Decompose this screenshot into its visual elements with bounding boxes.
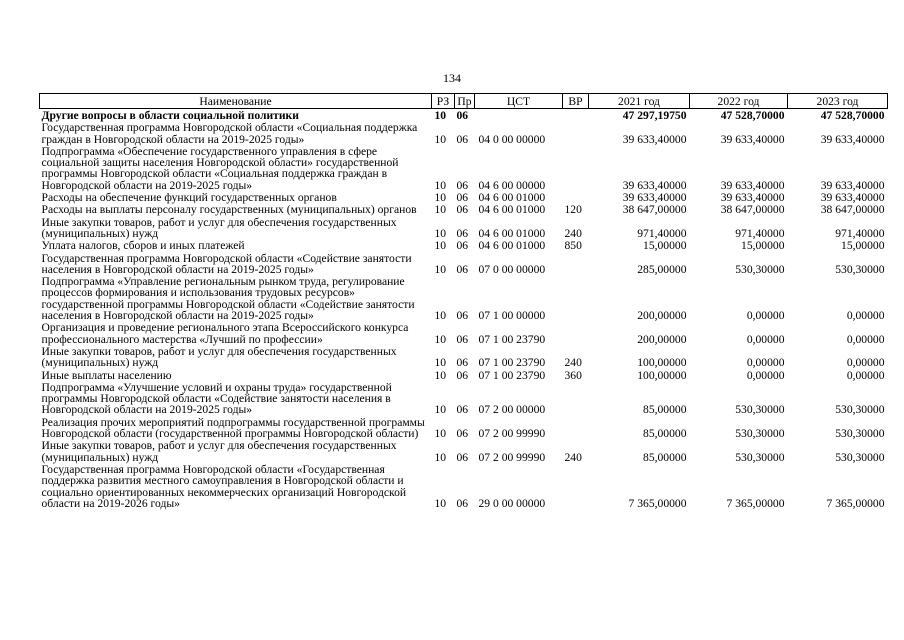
row-cst: 07 2 00 99990: [478, 450, 546, 464]
row-2023: 15,00000: [841, 239, 885, 253]
table-header-row: [40, 94, 888, 109]
row-cst: 04 6 00 01000: [478, 191, 546, 205]
table-row: [40, 203, 888, 215]
row-2022: 530,30000: [735, 450, 785, 464]
row-2022: 39 633,40000: [720, 191, 785, 205]
row-2021: 7 365,00000: [628, 496, 687, 510]
row-2023: 39 633,40000: [820, 132, 885, 146]
row-cst: 07 1 00 23790: [478, 356, 546, 370]
row-2023: 0,00000: [846, 332, 885, 346]
row-rz: 10: [434, 203, 447, 217]
row-2021: 47 297,19750: [622, 109, 687, 122]
row-pr: 06: [456, 262, 469, 276]
row-pr: 06: [456, 226, 469, 240]
row-2022: 0,00000: [746, 332, 785, 346]
row-rz: 10: [434, 109, 447, 122]
row-name: Организация и проведение регионального этапа Всероссийского конкурса профессионального мастерства «Лучший по профессии»: [41, 321, 409, 346]
table-row: [40, 345, 888, 369]
row-rz: 10: [434, 368, 447, 382]
row-pr: 06: [456, 309, 469, 323]
row-rz: 10: [434, 132, 447, 146]
row-2022: 971,40000: [735, 226, 785, 240]
row-rz: 10: [434, 427, 447, 441]
header-pr: Пр: [455, 94, 475, 109]
row-rz: 10: [434, 496, 447, 510]
row-pr: 06: [456, 356, 469, 370]
row-pr: 06: [456, 427, 469, 441]
row-2022: 47 528,70000: [720, 109, 785, 122]
row-pr: 06: [456, 496, 469, 510]
row-name: Государственная программа Новгородской области «Социальная поддержка граждан в Новгородской области на 2019-2025 годы»: [41, 121, 418, 146]
row-rz: 10: [434, 356, 447, 370]
table-row: [40, 252, 888, 276]
header-rz: РЗ: [432, 94, 455, 109]
row-2021: 200,00000: [637, 309, 687, 323]
row-2022: 0,00000: [746, 368, 785, 382]
table-row: [40, 121, 888, 145]
row-2022: 530,30000: [735, 427, 785, 441]
row-cst: 29 0 00 00000: [478, 496, 546, 510]
table-row: [40, 191, 888, 203]
row-rz: 10: [434, 239, 447, 253]
row-2023: 0,00000: [846, 309, 885, 323]
row-cst: 04 6 00 01000: [478, 203, 546, 217]
header-2022: 2022 год: [690, 94, 788, 109]
header-2023: 2023 год: [788, 94, 888, 109]
header-vr: ВР: [563, 94, 589, 109]
row-rz: 10: [434, 403, 447, 417]
row-vr: [563, 275, 589, 321]
row-pr: 06: [456, 191, 469, 205]
row-vr: [563, 463, 589, 509]
row-2021: 39 633,40000: [622, 191, 687, 205]
row-cst: 07 2 00 99990: [478, 427, 546, 441]
row-vr: 240: [564, 226, 582, 240]
row-2023: 530,30000: [835, 427, 885, 441]
row-2023: 0,00000: [846, 356, 885, 370]
row-rz: 10: [434, 309, 447, 323]
row-name: Государственная программа Новгородской области «Государственная поддержка развития местного самоуправления в Новгородской области и социально ориентированных некоммерческих организаций Новгородской области на 2019-2026 годы»: [41, 462, 407, 510]
row-2022: 15,00000: [741, 239, 785, 253]
table-row: [40, 275, 888, 321]
table-row: [40, 381, 888, 416]
row-vr: 360: [564, 368, 582, 382]
row-vr: [563, 321, 589, 345]
row-pr: 06: [456, 178, 469, 192]
row-2021: 39 633,40000: [622, 132, 687, 146]
row-2021: 85,00000: [643, 450, 687, 464]
row-name: Другие вопросы в области социальной политики: [41, 109, 299, 122]
row-pr: 06: [456, 368, 469, 382]
row-name: Подпрограмма «Улучшение условий и охраны труда» государственной программы Новгородской области «Содействие занятости населения в Новгородской области на 2019-2025 годы»: [41, 380, 392, 417]
row-pr: 06: [456, 109, 469, 122]
row-vr: [563, 252, 589, 276]
row-2021: 971,40000: [637, 226, 687, 240]
row-2023: 39 633,40000: [820, 178, 885, 192]
header-name: Наименование: [40, 94, 432, 109]
row-name: Иные выплаты населению: [41, 368, 172, 382]
row-vr: 240: [564, 450, 582, 464]
row-name: Расходы на обеспечение функций государственных органов: [41, 191, 337, 205]
row-name: Государственная программа Новгородской области «Содействие занятости населения в Новгородской области на 2019-2025 годы»: [41, 251, 412, 276]
row-name: Уплата налогов, сборов и иных платежей: [41, 239, 245, 253]
row-name: Реализация прочих мероприятий подпрограммы государственной программы Новгородской области (государственной программы Новгородской области): [41, 415, 425, 441]
row-vr: [563, 381, 589, 416]
row-cst: [475, 109, 563, 122]
row-rz: 10: [434, 450, 447, 464]
row-cst: 07 2 00 00000: [478, 403, 546, 417]
row-rz: 10: [434, 226, 447, 240]
row-name: Подпрограмма «Управление региональным рынком труда, регулирование процессов формирования и использования трудовых ресурсов» государственной программы Новгородской области «Содействие занятости населения в Новгородской области на 2019-2025 годы»: [41, 275, 415, 323]
row-2022: 0,00000: [746, 309, 785, 323]
row-pr: 06: [456, 239, 469, 253]
table-row: [40, 463, 888, 509]
row-2022: 530,30000: [735, 262, 785, 276]
row-2023: 7 365,00000: [826, 496, 885, 510]
row-2023: 530,30000: [835, 262, 885, 276]
page-number: 134: [443, 71, 461, 85]
table-row: [40, 216, 888, 240]
row-2023: 39 633,40000: [820, 191, 885, 205]
row-vr: [563, 416, 589, 440]
row-name: Иные закупки товаров, работ и услуг для обеспечения государственных (муниципальных) нужд: [41, 344, 397, 370]
row-2023: 47 528,70000: [820, 109, 885, 122]
row-2021: 100,00000: [637, 368, 687, 382]
row-name: Иные закупки товаров, работ и услуг для обеспечения государственных (муниципальных) нужд: [41, 439, 397, 464]
row-pr: 06: [456, 332, 469, 346]
row-pr: 06: [456, 450, 469, 464]
row-vr: 850: [564, 239, 582, 253]
table-row: [40, 321, 888, 345]
row-cst: 07 0 00 00000: [478, 262, 546, 276]
row-2023: 0,00000: [846, 368, 885, 382]
row-cst: 04 6 00 01000: [478, 226, 546, 240]
row-2022: 38 647,00000: [720, 203, 785, 217]
row-2021: 200,00000: [637, 332, 687, 346]
row-cst: 07 1 00 23790: [478, 332, 546, 346]
row-rz: 10: [434, 262, 447, 276]
row-cst: 04 6 00 00000: [478, 178, 546, 192]
header-cst: ЦСТ: [475, 94, 563, 109]
row-pr: 06: [456, 403, 469, 417]
row-2023: 530,30000: [835, 450, 885, 464]
row-2022: 0,00000: [746, 356, 785, 370]
table-row: [40, 239, 888, 251]
row-vr: 240: [564, 356, 582, 370]
row-2021: 85,00000: [643, 403, 687, 417]
row-name: Иные закупки товаров, работ и услуг для обеспечения государственных (муниципальных) нужд: [41, 215, 397, 240]
row-name: Расходы на выплаты персоналу государственных (муниципальных) органов: [41, 203, 417, 217]
row-rz: 10: [434, 191, 447, 205]
table-row: [40, 369, 888, 381]
row-vr: 120: [564, 203, 582, 217]
row-rz: 10: [434, 178, 447, 192]
row-name: Подпрограмма «Обеспечение государственного управления в сфере социальной защиты населения Новгородской области» государственной программы Новгородской области «Социальная поддержка граждан в Новгородской области на 2019-2025 годы»: [41, 144, 399, 192]
table-row: [40, 145, 888, 191]
row-cst: 04 6 00 01000: [478, 239, 546, 253]
table-row: [40, 439, 888, 463]
row-2021: 85,00000: [643, 427, 687, 441]
table-row: [40, 109, 888, 122]
row-cst: 04 0 00 00000: [478, 132, 546, 146]
row-cst: 07 1 00 23790: [478, 368, 546, 382]
row-2023: 971,40000: [835, 226, 885, 240]
header-2021: 2021 год: [589, 94, 690, 109]
row-vr: [563, 191, 589, 203]
row-2021: 285,00000: [637, 262, 687, 276]
row-vr: [563, 109, 589, 122]
row-rz: 10: [434, 332, 447, 346]
row-2021: 15,00000: [643, 239, 687, 253]
row-cst: 07 1 00 00000: [478, 309, 546, 323]
table-row: [40, 416, 888, 440]
row-2021: 39 633,40000: [622, 178, 687, 192]
row-vr: [563, 121, 589, 145]
row-2022: 7 365,00000: [726, 496, 785, 510]
row-pr: 06: [456, 203, 469, 217]
row-2023: 38 647,00000: [820, 203, 885, 217]
row-2022: 530,30000: [735, 403, 785, 417]
row-2023: 530,30000: [835, 403, 885, 417]
row-vr: [563, 145, 589, 191]
row-2021: 100,00000: [637, 356, 687, 370]
budget-table: [39, 93, 888, 509]
row-2022: 39 633,40000: [720, 178, 785, 192]
row-2022: 39 633,40000: [720, 132, 785, 146]
row-pr: 06: [456, 132, 469, 146]
row-2021: 38 647,00000: [622, 203, 687, 217]
